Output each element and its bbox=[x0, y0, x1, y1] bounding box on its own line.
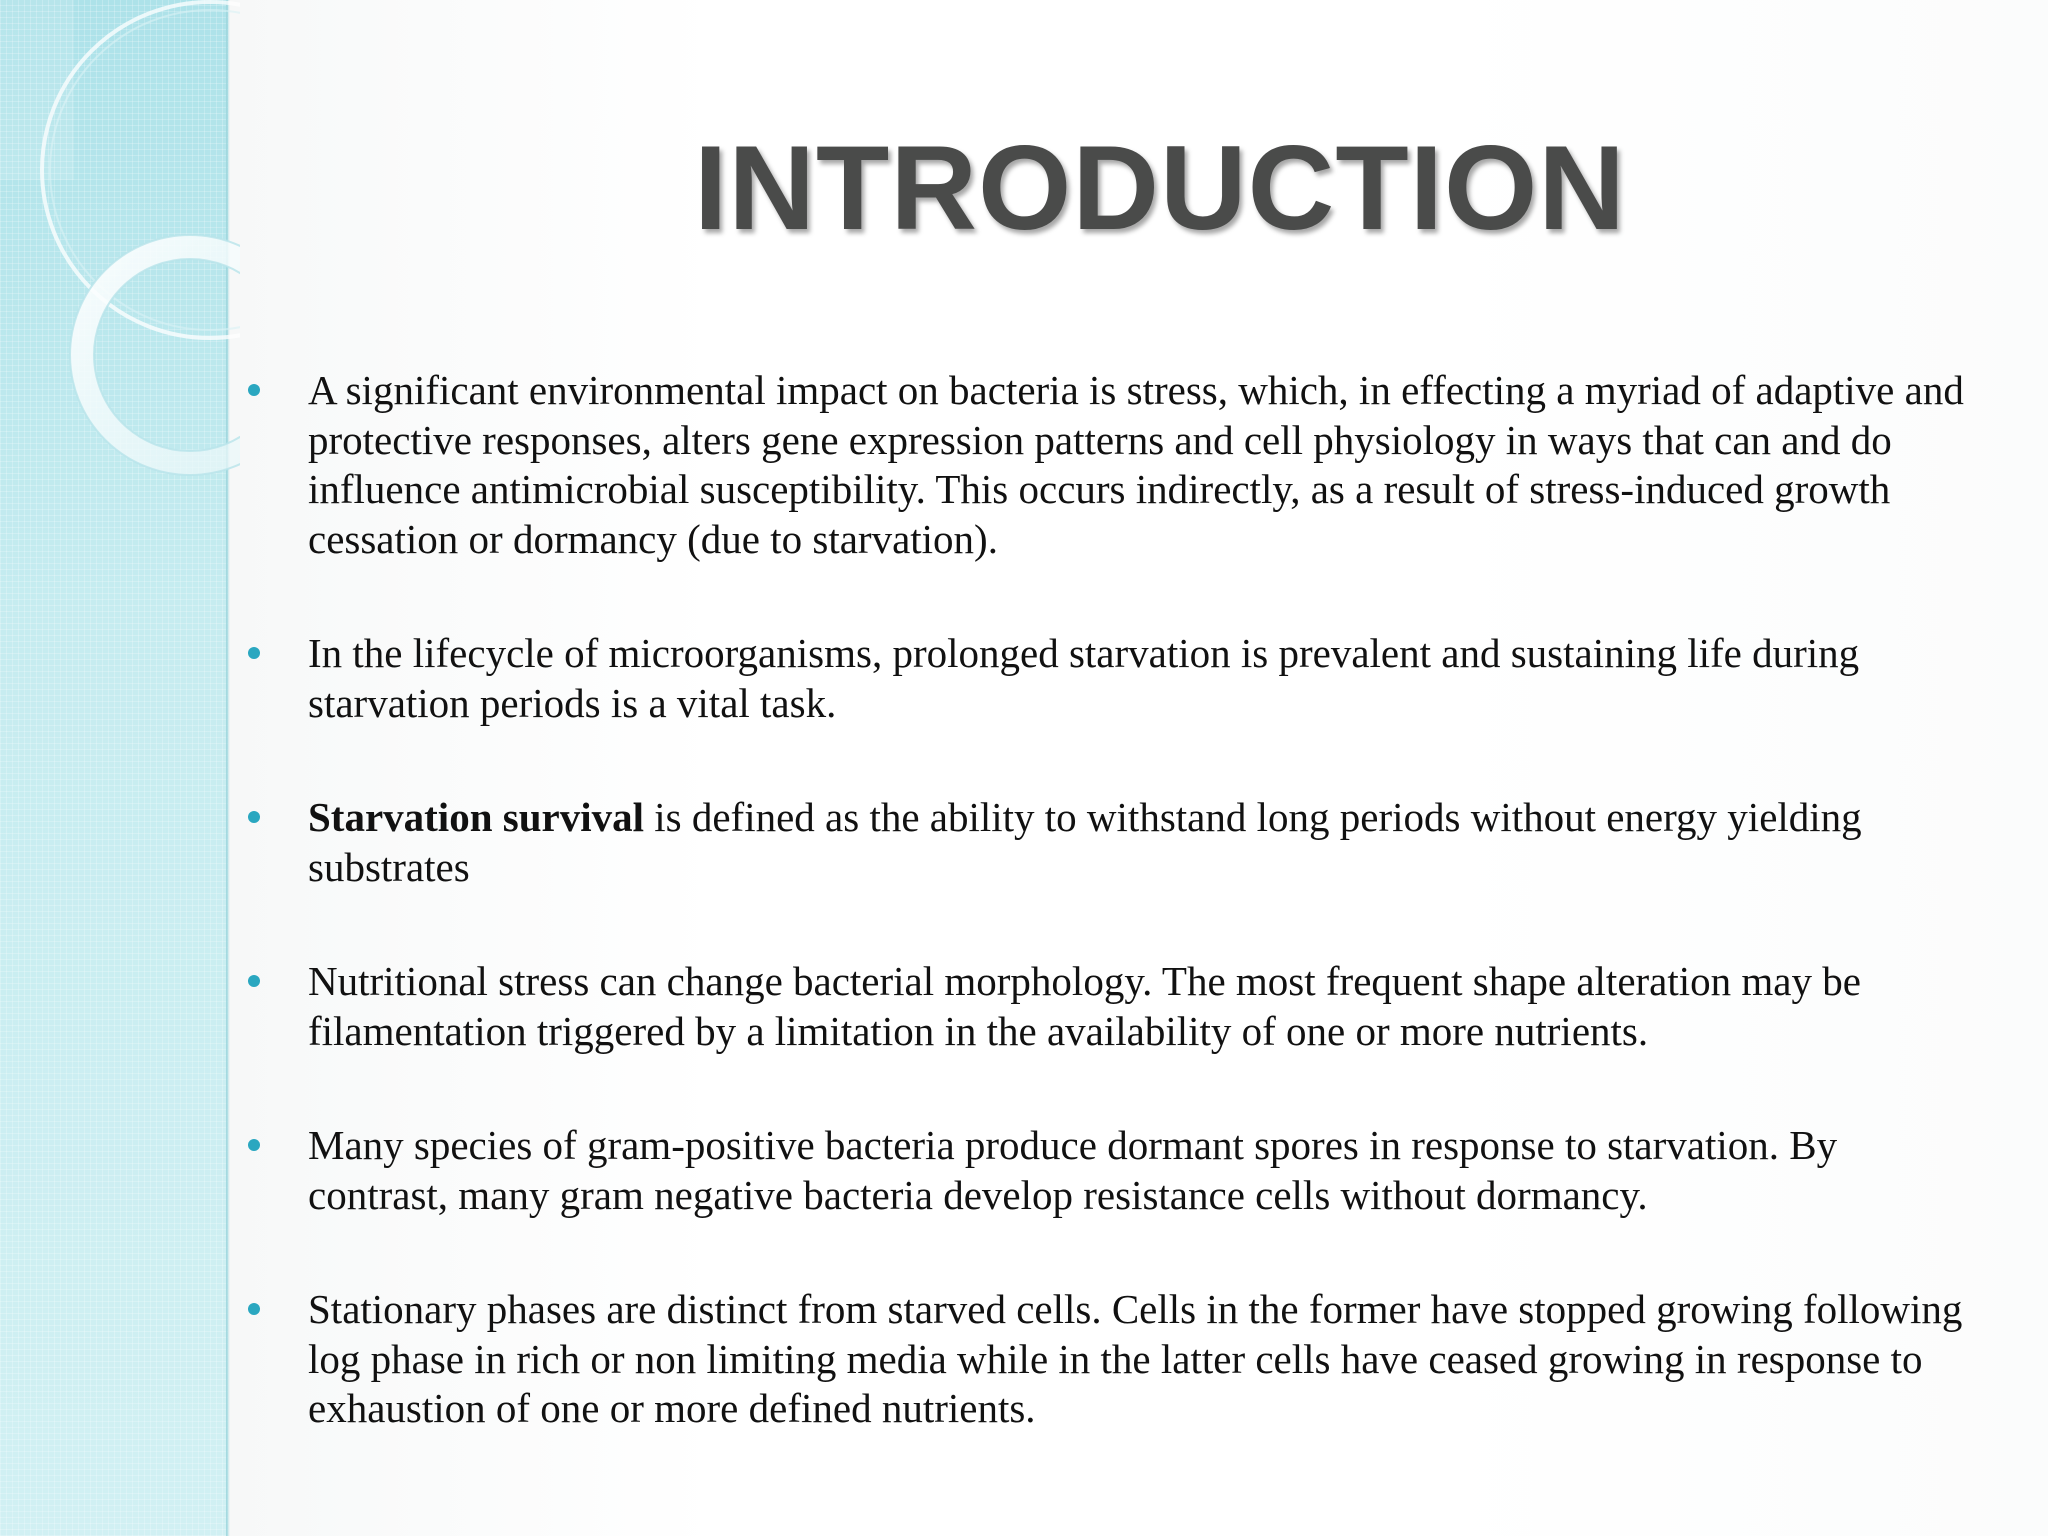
bullet-icon bbox=[248, 1139, 260, 1151]
bullet-item bbox=[240, 1285, 1985, 1434]
bullet-text: In the lifecycle of microorganisms, prolonged starvation is prevalent and sustaining life during starvation periods is a vital task. bbox=[308, 630, 1860, 726]
bullet-item bbox=[240, 629, 1985, 728]
large-ring-inner-shape bbox=[50, 10, 240, 330]
bullet-text: Stationary phases are distinct from starved cells. Cells in the former have stopped growing following log phase in rich or non limiting media while in the latter cells have ceased growing in response to exhaustion of one or more defined nutrients. bbox=[308, 1286, 1963, 1431]
small-ring-shape bbox=[82, 247, 240, 463]
bullet-icon bbox=[248, 1303, 260, 1315]
bullet-item bbox=[240, 793, 1985, 892]
bullet-item bbox=[240, 957, 1985, 1056]
bullet-icon bbox=[248, 647, 260, 659]
bullet-text: Nutritional stress can change bacterial morphology. The most frequent shape alteration may be filamentation triggered by a limitation in the availability of one or more nutrients. bbox=[308, 958, 1861, 1054]
bullet-text: is defined as the ability to withstand long periods without energy yielding substrates bbox=[308, 794, 1862, 890]
bullet-text: Many species of gram-positive bacteria produce dormant spores in response to starvation. By contrast, many gram negative bacteria develop resistance cells without dormancy. bbox=[308, 1122, 1838, 1218]
bullet-text: A significant environmental impact on bacteria is stress, which, in effecting a myriad of adaptive and protective responses, alters gene expression patterns and cell physiology in ways that can and do influence antimicrobial susceptibility. This occurs indirectly, as a result of stress-induced growth cessation or dormancy (due to starvation). bbox=[308, 367, 1964, 562]
bullet-item bbox=[240, 1121, 1985, 1220]
small-ring-outline-shape bbox=[70, 235, 240, 475]
bullet-list bbox=[240, 366, 1985, 1499]
slide-title: INTRODUCTION bbox=[694, 121, 1626, 255]
bullet-icon bbox=[248, 384, 260, 396]
top-left-panel-shape bbox=[0, 0, 74, 180]
bullet-icon bbox=[248, 975, 260, 987]
bullet-item bbox=[240, 366, 1985, 564]
bullet-bold-term: Starvation survival bbox=[308, 794, 644, 840]
bullet-icon bbox=[248, 811, 260, 823]
decorative-rings bbox=[0, 0, 240, 520]
